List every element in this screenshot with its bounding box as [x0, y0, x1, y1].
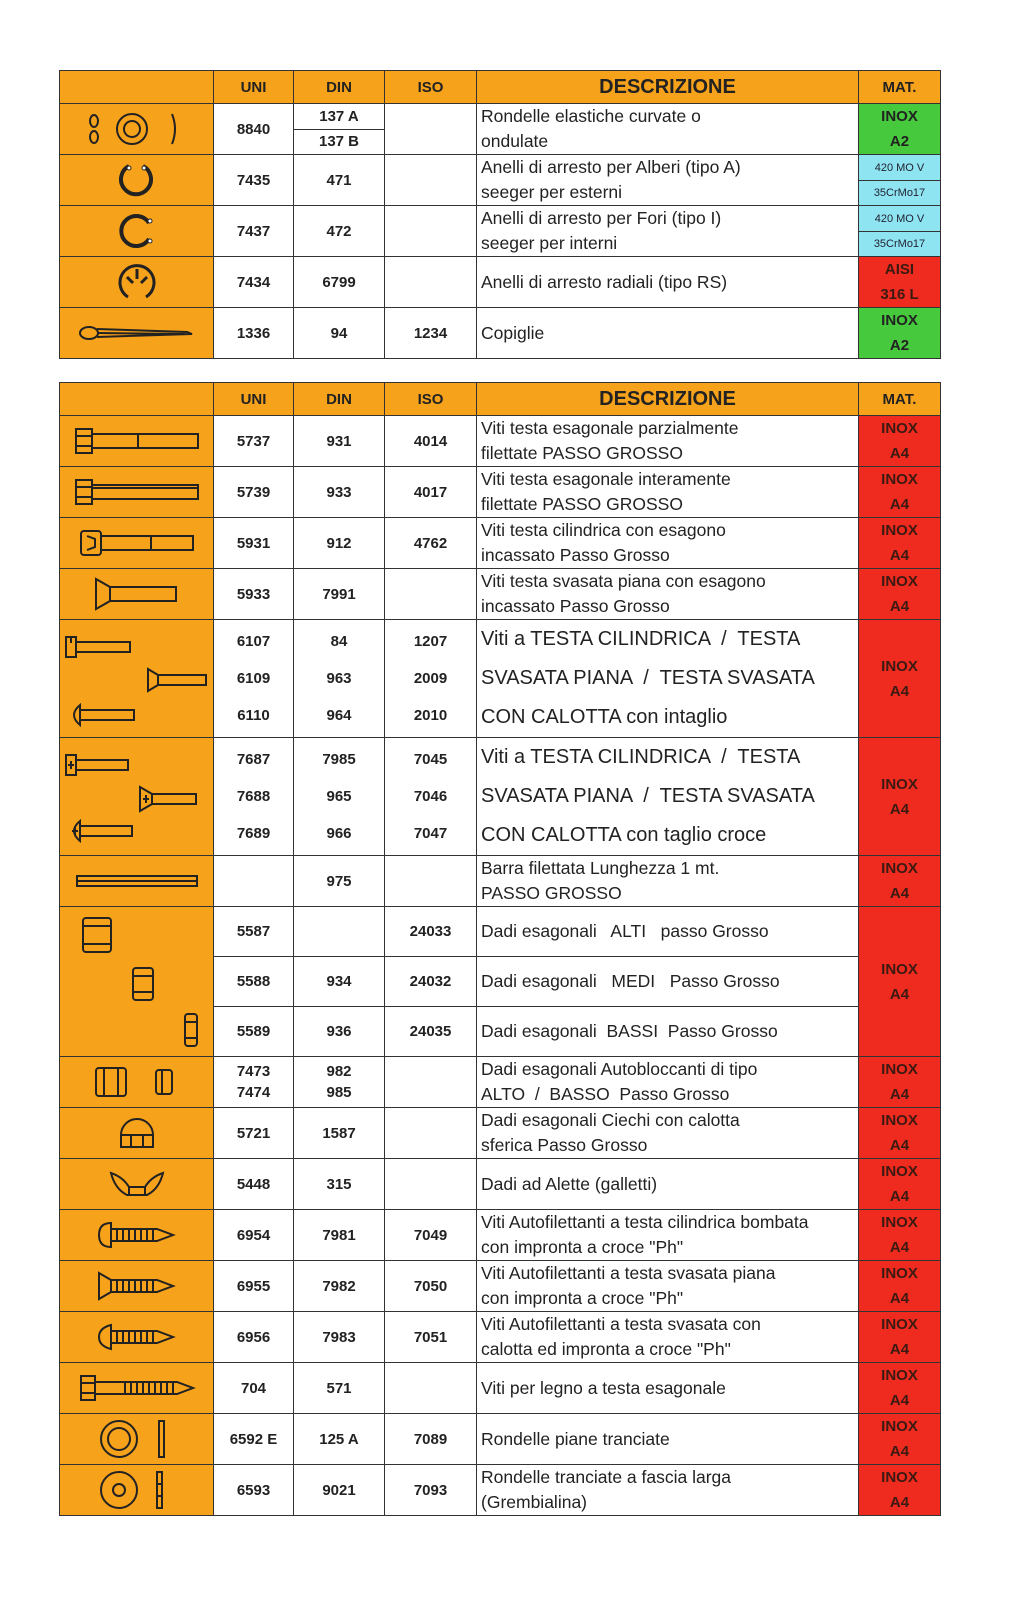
desc-line: PASSO GROSSO — [481, 883, 622, 903]
desc-cell: Anelli di arresto radiali (tipo RS) — [477, 257, 859, 308]
din-b: 137 B — [318, 132, 360, 150]
uni-cell: 7437 — [214, 206, 294, 257]
uni-value: 7474 — [236, 1084, 271, 1101]
uni-cell: 5448 — [214, 1159, 294, 1210]
mat-cell — [859, 620, 941, 738]
cap-nut-icon — [60, 1108, 214, 1159]
din-cell: 912 — [294, 518, 385, 569]
desc-line: ondulate — [481, 131, 549, 151]
iso-value: 7045 — [413, 751, 448, 768]
mat-cell — [859, 308, 941, 359]
mat-line: A4 — [889, 1239, 910, 1256]
mat-line: INOX — [881, 420, 918, 437]
mat-cell — [859, 1057, 941, 1108]
mat-line: INOX — [881, 1061, 918, 1078]
iso-cell — [385, 856, 477, 907]
desc-line: Anelli di arresto per Fori (tipo I) — [481, 208, 722, 228]
mat-line: INOX — [881, 1316, 918, 1333]
mat-cell — [859, 738, 941, 856]
uni-cell: 1336 — [214, 308, 294, 359]
desc-line: seeger per esterni — [481, 182, 623, 202]
desc-line: con impronta a croce "Ph" — [481, 1237, 684, 1257]
iso-cell: 7093 — [385, 1465, 477, 1516]
mat-cell — [859, 1261, 941, 1312]
mat-line: INOX — [881, 471, 918, 488]
table-row — [60, 308, 941, 359]
mat-line: 420 MO V — [859, 156, 940, 181]
mat-line: 420 MO V — [859, 207, 940, 232]
desc-cell — [477, 467, 859, 518]
header-iso: ISO — [385, 383, 477, 416]
uni-cell: 6954 — [214, 1210, 294, 1261]
table-row — [60, 1108, 941, 1159]
desc-line: CON CALOTTA con taglio croce — [481, 824, 767, 846]
din-cell: 315 — [294, 1159, 385, 1210]
uni-cell: 7434 — [214, 257, 294, 308]
desc-line: Rondelle elastiche curvate o — [481, 106, 701, 126]
mat-cell — [859, 467, 941, 518]
desc-cell — [477, 738, 859, 856]
din-value: 964 — [326, 707, 352, 724]
mat-cell — [859, 1465, 941, 1516]
mat-line: A4 — [889, 1188, 910, 1205]
uni-value: 6110 — [237, 707, 270, 724]
mat-line: A4 — [889, 682, 910, 700]
desc-line: Viti Autofilettanti a testa svasata piana — [481, 1263, 776, 1283]
uni-value: 6107 — [236, 633, 271, 650]
header-mat: MAT. — [859, 383, 941, 416]
desc-line: Viti Autofilettanti a testa cilindrica bombata — [481, 1212, 809, 1232]
uni-value: 7473 — [236, 1063, 271, 1080]
iso-value: 2009 — [413, 670, 448, 687]
mat-line: A4 — [889, 445, 910, 462]
desc-line: Viti a TESTA CILINDRICA / TESTA — [481, 746, 801, 768]
table-fasteners — [59, 382, 941, 1516]
phillips-screws-icon — [60, 738, 214, 856]
desc-cell: Dadi esagonali BASSI Passo Grosso — [477, 1007, 859, 1057]
iso-cell: 4014 — [385, 416, 477, 467]
iso-cell: 1234 — [385, 308, 477, 359]
desc-line: SVASATA PIANA / TESTA SVASATA — [481, 785, 815, 807]
mat-cell — [859, 416, 941, 467]
uni-cell — [214, 620, 294, 738]
mat-line: A4 — [889, 800, 910, 818]
mat-line: INOX — [881, 1112, 918, 1129]
mat-line: INOX — [881, 1265, 918, 1282]
internal-retaining-ring-icon — [60, 206, 214, 257]
mat-line: A4 — [889, 1086, 910, 1103]
iso-cell — [385, 104, 477, 155]
mat-cell — [859, 856, 941, 907]
table-row — [60, 1312, 941, 1363]
desc-line: incassato Passo Grosso — [481, 545, 670, 565]
iso-cell: 4762 — [385, 518, 477, 569]
mat-cell — [859, 104, 941, 155]
flat-head-tapping-screw-icon — [60, 1261, 214, 1312]
iso-cell: 24033 — [385, 907, 477, 957]
iso-value: 2010 — [413, 707, 448, 724]
din-cell: 936 — [294, 1007, 385, 1057]
din-value: 963 — [326, 670, 352, 687]
iso-cell: 4017 — [385, 467, 477, 518]
countersunk-screw-icon — [60, 569, 214, 620]
iso-cell: 7089 — [385, 1414, 477, 1465]
mat-cell — [859, 1414, 941, 1465]
mat-line: INOX — [881, 1418, 918, 1435]
table-row — [60, 518, 941, 569]
mat-line: A4 — [889, 1341, 910, 1358]
din-cell — [294, 620, 385, 738]
mat-line: INOX — [881, 108, 918, 125]
header-iso: ISO — [385, 71, 477, 104]
uni-cell: 5587 — [214, 907, 294, 957]
uni-value: 7687 — [236, 751, 271, 768]
table-row — [60, 104, 941, 155]
uni-value: 7688 — [236, 788, 271, 805]
desc-line: filettate PASSO GROSSO — [481, 494, 683, 514]
mat-line: A4 — [889, 496, 910, 513]
din-cell: 94 — [294, 308, 385, 359]
header-row — [60, 383, 941, 416]
table-row — [60, 1465, 941, 1516]
header-descrizione: DESCRIZIONE — [477, 71, 859, 104]
mat-line: INOX — [881, 312, 918, 329]
desc-line: SVASATA PIANA / TESTA SVASATA — [481, 667, 815, 689]
desc-cell: Dadi ad Alette (galletti) — [477, 1159, 859, 1210]
desc-line: CON CALOTTA con intaglio — [481, 706, 728, 728]
external-retaining-ring-icon — [60, 155, 214, 206]
mat-cell — [859, 257, 941, 308]
table-row — [60, 856, 941, 907]
iso-value: 7046 — [413, 788, 448, 805]
desc-cell — [477, 1465, 859, 1516]
mat-line: A4 — [889, 1290, 910, 1307]
cotter-pin-icon — [60, 308, 214, 359]
mat-line: 316 L — [880, 286, 919, 303]
mat-line: INOX — [881, 960, 918, 978]
header-uni: UNI — [214, 71, 294, 104]
mat-cell — [859, 1210, 941, 1261]
desc-cell — [477, 1210, 859, 1261]
desc-cell — [477, 518, 859, 569]
din-cell: 7991 — [294, 569, 385, 620]
iso-cell — [385, 257, 477, 308]
desc-line: Dadi esagonali Autobloccanti di tipo — [481, 1059, 758, 1079]
threaded-bar-icon — [60, 856, 214, 907]
desc-line: seeger per interni — [481, 233, 618, 253]
din-value: 7985 — [322, 751, 356, 768]
din-a: 137 A — [294, 105, 384, 130]
din-cell — [294, 738, 385, 856]
din-cell — [294, 907, 385, 957]
mat-line: INOX — [881, 522, 918, 539]
din-cell: 9021 — [294, 1465, 385, 1516]
desc-cell — [477, 1312, 859, 1363]
mat-line: A4 — [889, 1137, 910, 1154]
mat-line: A4 — [889, 1494, 910, 1511]
table-row — [60, 738, 941, 856]
din-cell: 571 — [294, 1363, 385, 1414]
header-mat: MAT. — [859, 71, 941, 104]
mat-cell — [859, 206, 941, 257]
table-row — [60, 257, 941, 308]
desc-cell — [477, 856, 859, 907]
desc-cell — [477, 104, 859, 155]
desc-cell — [477, 620, 859, 738]
din-cell: 933 — [294, 467, 385, 518]
desc-line: Viti testa cilindrica con esagono — [481, 520, 726, 540]
desc-line: Viti a TESTA CILINDRICA / TESTA — [481, 628, 801, 650]
uni-cell: 6593 — [214, 1465, 294, 1516]
din-value: 84 — [330, 633, 348, 650]
lock-nuts-icon — [60, 1057, 214, 1108]
e-clip-icon — [60, 257, 214, 308]
uni-cell: 5933 — [214, 569, 294, 620]
desc-cell — [477, 1057, 859, 1108]
iso-cell — [385, 620, 477, 738]
desc-cell — [477, 206, 859, 257]
table-row — [60, 467, 941, 518]
desc-line: ALTO / BASSO Passo Grosso — [481, 1084, 730, 1104]
desc-line: filettate PASSO GROSSO — [481, 443, 683, 463]
iso-cell: 7051 — [385, 1312, 477, 1363]
mat-line: A4 — [889, 1443, 910, 1460]
hex-nuts-icon — [60, 907, 214, 1057]
desc-line: sferica Passo Grosso — [481, 1135, 648, 1155]
header-icon-cell — [60, 383, 214, 416]
din-cell: 931 — [294, 416, 385, 467]
mat-line: A4 — [889, 885, 910, 902]
uni-cell: 8840 — [214, 104, 294, 155]
iso-cell — [385, 1363, 477, 1414]
table-row — [60, 1210, 941, 1261]
table-row — [60, 1057, 941, 1108]
iso-cell — [385, 155, 477, 206]
desc-cell: Dadi esagonali ALTI passo Grosso — [477, 907, 859, 957]
din-value: 982 — [326, 1063, 352, 1080]
iso-cell: 24032 — [385, 957, 477, 1007]
uni-cell: 5737 — [214, 416, 294, 467]
spring-washer-icon — [60, 104, 214, 155]
header-uni: UNI — [214, 383, 294, 416]
desc-cell — [477, 155, 859, 206]
desc-cell — [477, 416, 859, 467]
uni-cell: 6955 — [214, 1261, 294, 1312]
table-row — [60, 1414, 941, 1465]
mat-cell — [859, 1363, 941, 1414]
wood-screw-icon — [60, 1363, 214, 1414]
desc-line: con impronta a croce "Ph" — [481, 1288, 684, 1308]
uni-cell: 5588 — [214, 957, 294, 1007]
table-row — [60, 416, 941, 467]
uni-cell — [214, 738, 294, 856]
socket-cap-screw-icon — [60, 518, 214, 569]
uni-cell — [214, 856, 294, 907]
mat-cell — [859, 518, 941, 569]
pan-head-tapping-screw-icon — [60, 1210, 214, 1261]
desc-line: Rondelle tranciate a fascia larga — [481, 1467, 732, 1487]
din-cell: 7981 — [294, 1210, 385, 1261]
slotted-screws-icon — [60, 620, 214, 738]
uni-cell: 6592 E — [214, 1414, 294, 1465]
desc-line: Viti testa esagonale interamente — [481, 469, 731, 489]
table-row — [60, 1261, 941, 1312]
table-row — [60, 206, 941, 257]
mat-line: A2 — [889, 337, 910, 354]
din-cell: 471 — [294, 155, 385, 206]
desc-line: calotta ed impronta a croce "Ph" — [481, 1339, 731, 1359]
oval-head-tapping-screw-icon — [60, 1312, 214, 1363]
din-value: 965 — [326, 788, 352, 805]
din-value: 966 — [326, 825, 352, 842]
mat-line: INOX — [881, 1214, 918, 1231]
din-cell — [294, 104, 385, 155]
uni-value: 6109 — [236, 670, 271, 687]
desc-cell — [477, 1261, 859, 1312]
mat-line: INOX — [881, 573, 918, 590]
mat-line: 35CrMo17 — [873, 186, 926, 199]
desc-cell: Rondelle piane tranciate — [477, 1414, 859, 1465]
uni-cell: 7435 — [214, 155, 294, 206]
din-cell: 1587 — [294, 1108, 385, 1159]
header-din: DIN — [294, 383, 385, 416]
mat-line: 35CrMo17 — [873, 237, 926, 250]
mat-cell — [859, 907, 941, 1057]
mat-line: INOX — [881, 1469, 918, 1486]
iso-cell — [385, 1108, 477, 1159]
iso-cell: 7050 — [385, 1261, 477, 1312]
iso-cell: 7049 — [385, 1210, 477, 1261]
mat-cell — [859, 1159, 941, 1210]
mat-line: AISI — [884, 261, 915, 278]
uni-cell — [214, 1057, 294, 1108]
mat-line: A4 — [889, 547, 910, 564]
desc-line: Dadi esagonali Ciechi con calotta — [481, 1110, 740, 1130]
wing-nut-icon — [60, 1159, 214, 1210]
iso-cell — [385, 1057, 477, 1108]
din-cell: 125 A — [294, 1414, 385, 1465]
uni-value: 7689 — [236, 825, 271, 842]
mat-line: A4 — [889, 985, 910, 1003]
header-row — [60, 71, 941, 104]
mat-line: INOX — [881, 1367, 918, 1384]
hex-bolt-partial-icon — [60, 416, 214, 467]
uni-cell: 704 — [214, 1363, 294, 1414]
header-din: DIN — [294, 71, 385, 104]
mat-line: INOX — [881, 775, 918, 793]
table-row — [60, 569, 941, 620]
iso-value: 1207 — [413, 633, 448, 650]
header-icon-cell — [60, 71, 214, 104]
large-washer-icon — [60, 1465, 214, 1516]
header-descrizione: DESCRIZIONE — [477, 383, 859, 416]
desc-line: Anelli di arresto per Alberi (tipo A) — [481, 157, 741, 177]
mat-cell — [859, 569, 941, 620]
table-row — [60, 1363, 941, 1414]
mat-cell — [859, 155, 941, 206]
desc-cell: Dadi esagonali MEDI Passo Grosso — [477, 957, 859, 1007]
mat-line: A4 — [889, 1392, 910, 1409]
uni-cell: 5739 — [214, 467, 294, 518]
din-cell: 472 — [294, 206, 385, 257]
din-cell: 975 — [294, 856, 385, 907]
desc-cell: Viti per legno a testa esagonale — [477, 1363, 859, 1414]
table-retaining — [59, 70, 941, 359]
iso-cell — [385, 738, 477, 856]
desc-line: Barra filettata Lunghezza 1 mt. — [481, 858, 720, 878]
uni-cell: 5721 — [214, 1108, 294, 1159]
table-row — [60, 155, 941, 206]
hex-bolt-full-icon — [60, 467, 214, 518]
table-row — [60, 620, 941, 738]
desc-line: (Grembialina) — [481, 1492, 587, 1512]
mat-line: A4 — [889, 598, 910, 615]
mat-line: INOX — [881, 860, 918, 877]
din-cell: 934 — [294, 957, 385, 1007]
din-cell: 7982 — [294, 1261, 385, 1312]
desc-cell — [477, 569, 859, 620]
mat-line: INOX — [881, 1163, 918, 1180]
din-cell — [294, 1057, 385, 1108]
mat-line: INOX — [881, 657, 918, 675]
din-cell: 6799 — [294, 257, 385, 308]
table-row — [60, 907, 941, 957]
din-value: 985 — [326, 1084, 352, 1101]
desc-line: Viti testa esagonale parzialmente — [481, 418, 739, 438]
desc-line: Viti testa svasata piana con esagono — [481, 571, 766, 591]
iso-value: 7047 — [413, 825, 448, 842]
desc-line: incassato Passo Grosso — [481, 596, 670, 616]
mat-cell — [859, 1312, 941, 1363]
desc-line: Viti Autofilettanti a testa svasata con — [481, 1314, 761, 1334]
uni-cell: 5931 — [214, 518, 294, 569]
desc-cell: Copiglie — [477, 308, 859, 359]
iso-cell — [385, 569, 477, 620]
flat-washer-icon — [60, 1414, 214, 1465]
iso-cell — [385, 1159, 477, 1210]
din-cell: 7983 — [294, 1312, 385, 1363]
mat-line: A2 — [889, 133, 910, 150]
uni-cell: 6956 — [214, 1312, 294, 1363]
table-row — [60, 1159, 941, 1210]
mat-cell — [859, 1108, 941, 1159]
iso-cell: 24035 — [385, 1007, 477, 1057]
uni-cell: 5589 — [214, 1007, 294, 1057]
iso-cell — [385, 206, 477, 257]
desc-cell — [477, 1108, 859, 1159]
